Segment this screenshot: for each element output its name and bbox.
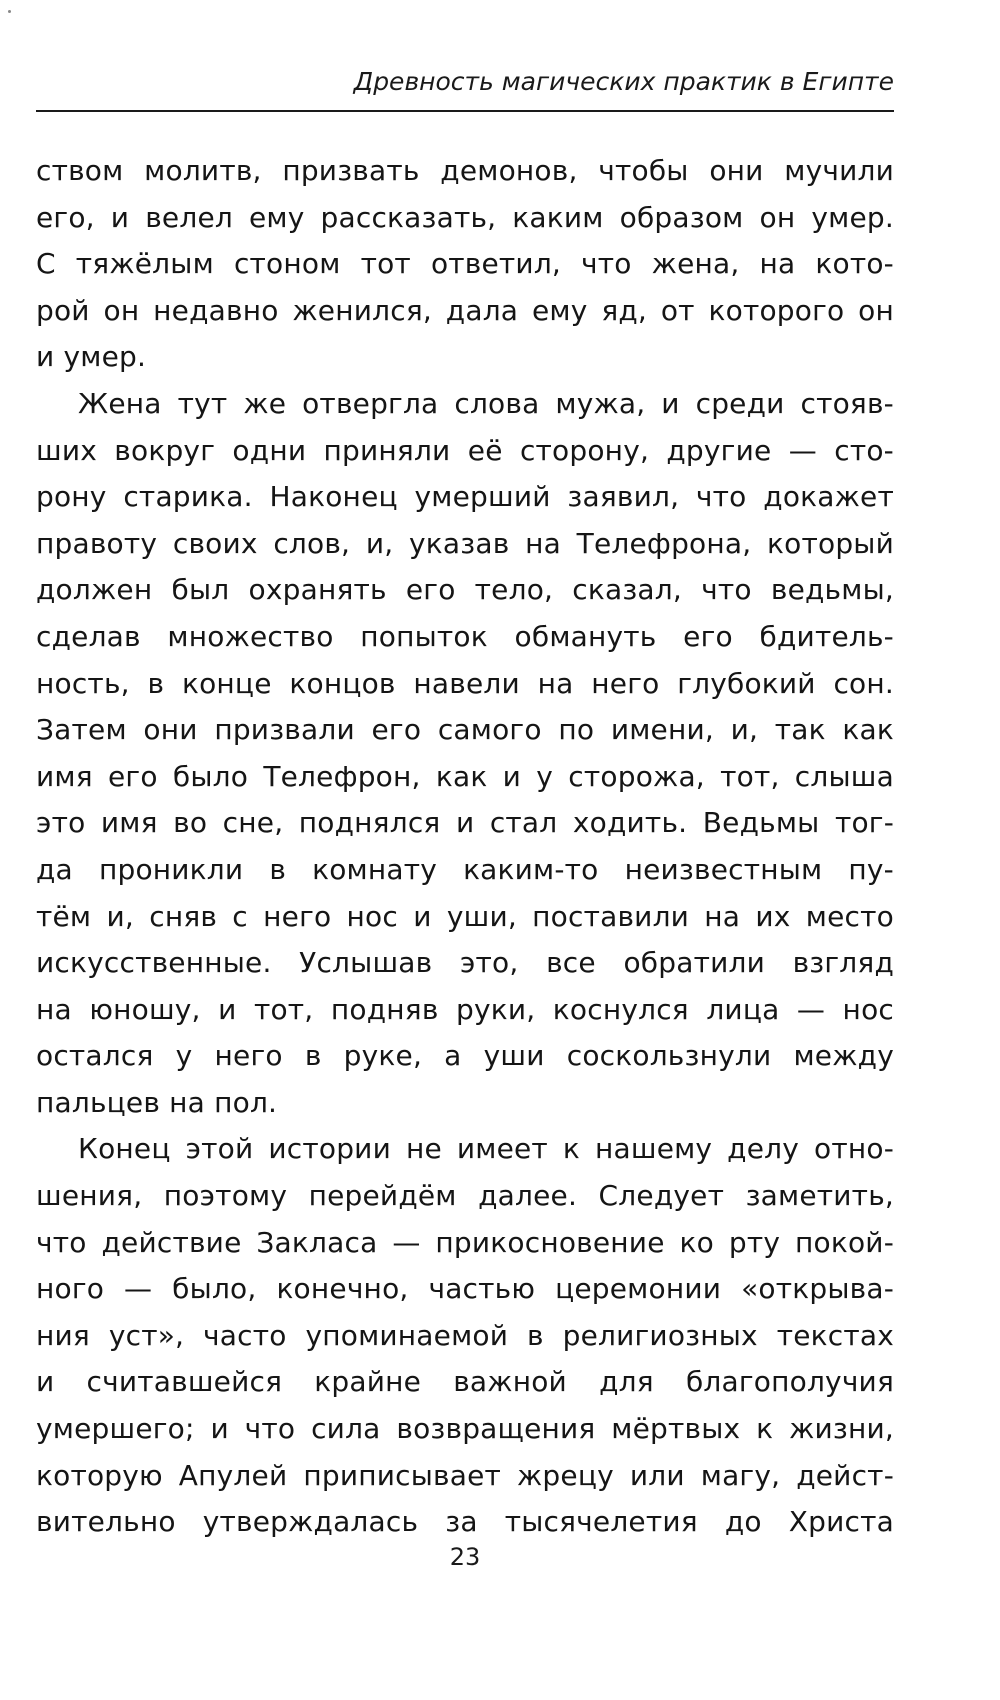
body-text [36, 148, 894, 1546]
text-line: ность, в конце концов навели на него глубокий сон. [36, 666, 894, 700]
text-line: шения, поэтому перейдём далее. Следует заметить, [36, 1179, 894, 1213]
text-line: и считавшейся крайне важной для благополучия [36, 1365, 894, 1399]
running-header: Древность магических практик в Египте [353, 67, 894, 96]
page-number: 23 [449, 1543, 481, 1571]
text-line: и умер. [36, 340, 147, 374]
text-line: ших вокруг одни приняли её сторону, другие — сто- [36, 433, 894, 467]
text-line: которую Апулей приписывает жрецу или магу, дейст- [36, 1458, 894, 1492]
text-line: умершего; и что сила возвращения мёртвых к жизни, [36, 1412, 894, 1446]
text-line: искусственные. Услышав это, все обратили взгляд [36, 946, 894, 980]
header-rule [36, 110, 894, 112]
paragraph-first-line: Жена тут же отвергла слова мужа, и среди стояв- [78, 386, 894, 420]
text-line: правоту своих слов, и, указав на Телефрона, который [36, 526, 894, 560]
text-line: ния уст», часто упоминаемой в религиозных текстах [36, 1318, 894, 1352]
text-line: тём и, сняв с него нос и уши, поставили на их место [36, 899, 894, 933]
text-line: должен был охранять его тело, сказал, что ведьмы, [36, 573, 894, 607]
text-line: пальцев на пол. [36, 1085, 278, 1119]
text-line: на юношу, и тот, подняв руки, коснулся лица — нос [36, 992, 894, 1026]
text-line: ного — было, конечно, частью церемонии «открыва- [36, 1272, 894, 1306]
text-line: его, и велел ему рассказать, каким образом он умер. [36, 200, 894, 234]
text-line: вительно утверждалась за тысячелетия до Христа [36, 1505, 894, 1539]
text-line: С тяжёлым стоном тот ответил, что жена, на кото- [36, 247, 894, 281]
text-line: сделав множество попыток обмануть его бдитель- [36, 619, 894, 653]
text-line: рой он недавно женился, дала ему яд, от которого он [36, 293, 894, 327]
paragraph-first-line: Конец этой истории не имеет к нашему делу отно- [78, 1132, 894, 1166]
text-line: Затем они призвали его самого по имени, и, так как [36, 713, 894, 747]
text-line: имя его было Телефрон, как и у сторожа, тот, слыша [36, 759, 894, 793]
text-line: остался у него в руке, а уши соскользнули между [36, 1039, 894, 1073]
text-line: это имя во сне, поднялся и стал ходить. Ведьмы тог- [36, 806, 894, 840]
text-line: ством молитв, призвать демонов, чтобы они мучили [36, 154, 894, 187]
text-line: да проникли в комнату каким-то неизвестным пу- [36, 852, 894, 886]
text-line: что действие Закласа — прикосновение ко рту покой- [36, 1225, 894, 1259]
text-line: рону старика. Наконец умерший заявил, что докажет [36, 480, 894, 514]
scan-speck [8, 10, 11, 13]
